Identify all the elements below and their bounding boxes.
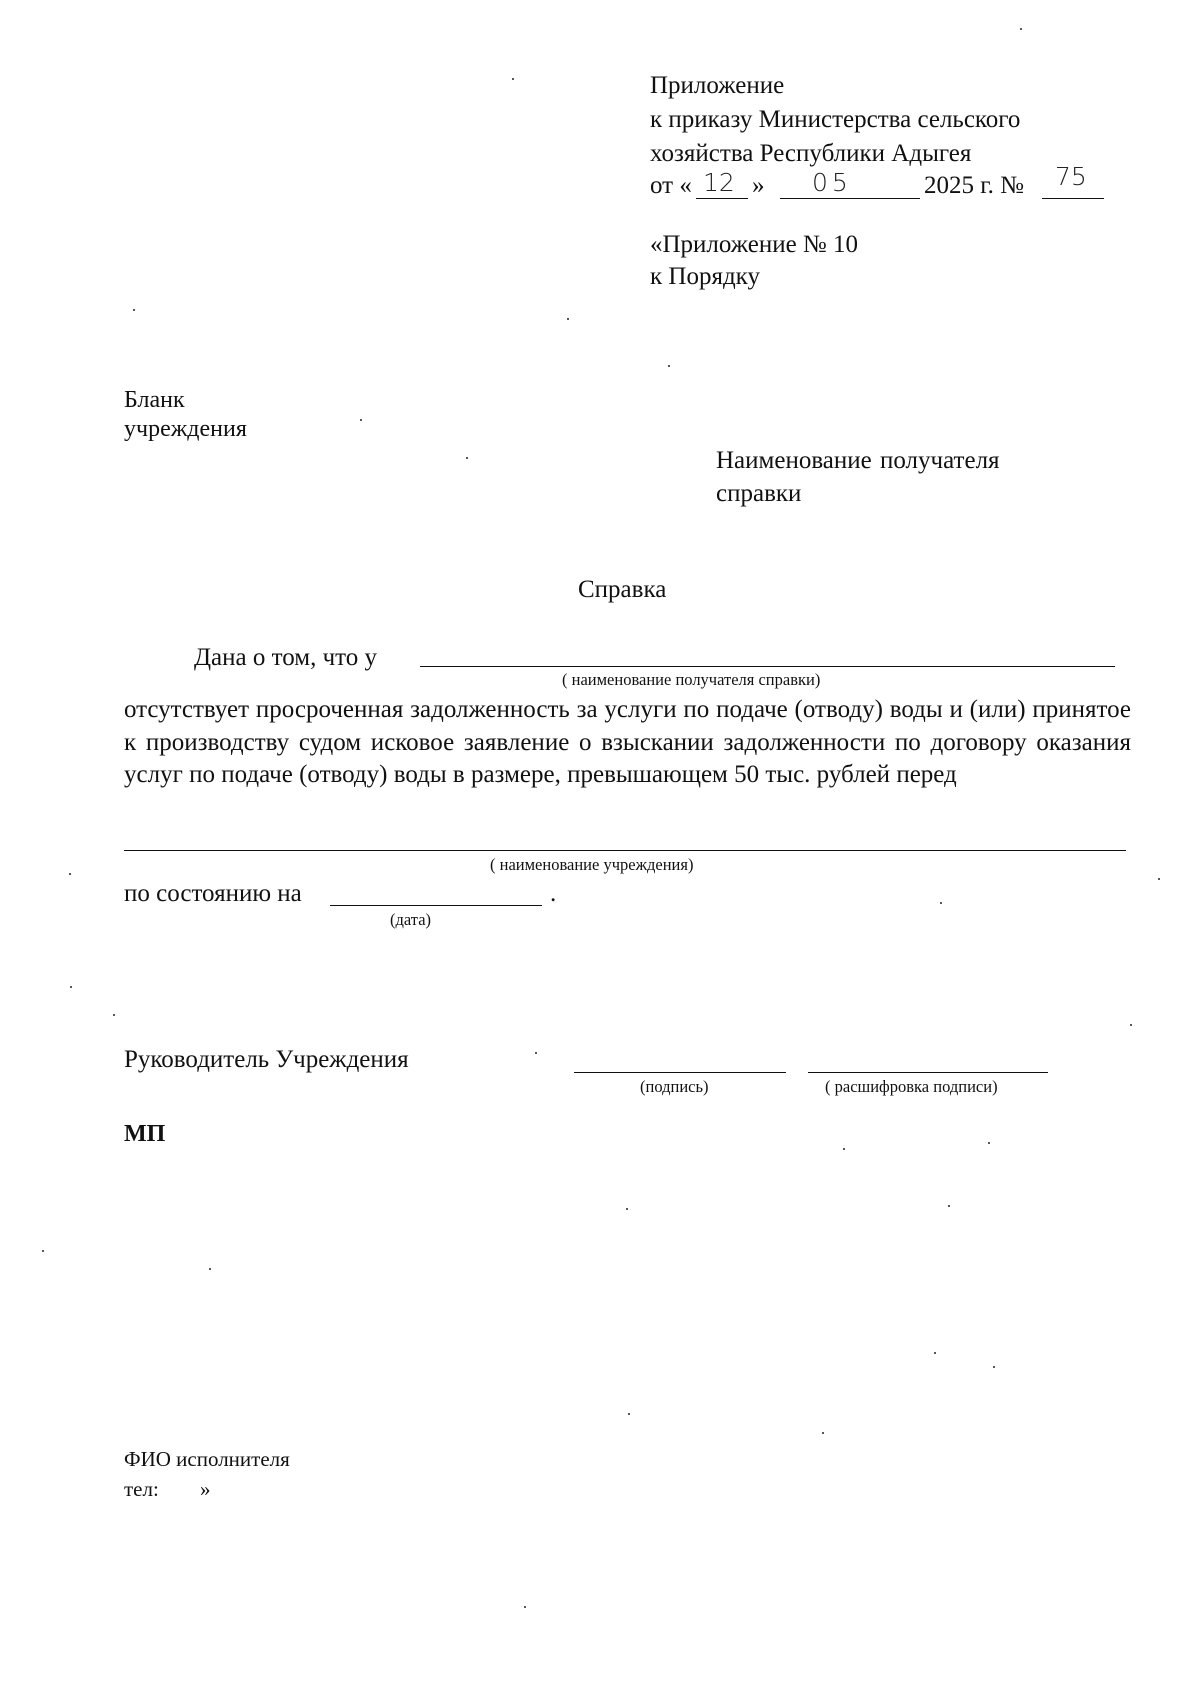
- scan-speck: [626, 1208, 628, 1210]
- scan-speck: [1130, 1024, 1132, 1026]
- blank-line-2: учреждения: [124, 416, 247, 442]
- given-prefix: Дана о том, что у: [194, 644, 377, 671]
- scan-speck: [524, 1606, 526, 1608]
- appendix-line-3: хозяйства Республики Адыгея: [650, 140, 972, 167]
- scan-speck: [1158, 878, 1160, 880]
- institution-caption: ( наименование учреждения): [490, 855, 694, 874]
- scan-speck: [628, 1413, 630, 1415]
- month-underline: [780, 198, 920, 199]
- blank-line-1: Бланк: [124, 387, 185, 413]
- signature-caption: (подпись): [640, 1077, 709, 1096]
- executor-phone-label: тел:: [124, 1477, 159, 1501]
- scan-speck: [948, 1205, 950, 1207]
- date-line: [330, 905, 542, 906]
- recipient-caption: ( наименование получателя справки): [562, 670, 821, 689]
- scan-speck: [1020, 28, 1022, 30]
- signature-decode-caption: ( расшифровка подписи): [825, 1077, 998, 1096]
- annex-line-2: к Порядку: [650, 263, 760, 290]
- recipient-line-1: Наименование получателя: [716, 447, 1000, 474]
- annex-line-1: «Приложение № 10: [650, 231, 859, 258]
- number-underline: [1042, 198, 1104, 199]
- appendix-line-2: к приказу Министерства сельского: [650, 106, 1021, 133]
- scan-speck: [993, 1366, 995, 1368]
- scan-speck: [988, 1142, 990, 1144]
- institution-name-line: [124, 850, 1126, 851]
- executor-name-label: ФИО исполнителя: [124, 1447, 290, 1471]
- head-label: Руководитель Учреждения: [124, 1046, 409, 1073]
- scan-speck: [466, 457, 468, 459]
- day-underline: [696, 198, 748, 199]
- scan-speck: [843, 1148, 845, 1150]
- appendix-year-number-label: 2025 г. №: [924, 172, 1025, 199]
- appendix-month-handwritten: 05: [812, 168, 852, 197]
- stamp-mark: МП: [124, 1121, 166, 1147]
- scan-speck: [42, 1250, 44, 1252]
- appendix-number-handwritten: 75: [1055, 162, 1087, 191]
- signature-decode-line: [808, 1072, 1048, 1073]
- scan-speck: [209, 1268, 211, 1270]
- scan-speck: [940, 902, 942, 904]
- recipient-name-line: [420, 666, 1115, 667]
- scan-speck: [668, 365, 670, 367]
- as-of-suffix: .: [550, 880, 557, 907]
- scan-speck: [822, 1432, 824, 1434]
- scan-speck: [69, 873, 71, 875]
- appendix-day-handwritten: 12: [703, 168, 735, 197]
- scan-speck: [113, 1014, 115, 1016]
- scan-speck: [360, 419, 362, 421]
- executor-closing-quote: »: [200, 1477, 211, 1501]
- appendix-date-prefix: от «: [650, 172, 692, 199]
- date-caption: (дата): [390, 910, 432, 929]
- document-title: Справка: [578, 576, 667, 603]
- scan-speck: [934, 1352, 936, 1354]
- recipient-line-2: справки: [716, 480, 802, 507]
- scan-speck: [535, 1052, 537, 1054]
- signature-line: [574, 1072, 786, 1073]
- scan-speck: [512, 78, 514, 80]
- main-paragraph: отсутствует просроченная задолженность за услуги по подаче (отводу) воды и (или) принятое к производству судом исковое заявление о взыскании задолженности по договору оказания услуг по подаче (отводу) воды в размере, превышающем 50 тыс. рублей перед: [124, 696, 1131, 788]
- appendix-quote-close: »: [752, 172, 765, 199]
- scan-speck: [567, 318, 569, 320]
- appendix-line-1: Приложение: [650, 72, 785, 99]
- scan-speck: [70, 986, 72, 988]
- as-of-prefix: по состоянию на: [124, 880, 302, 907]
- scan-speck: [133, 309, 135, 311]
